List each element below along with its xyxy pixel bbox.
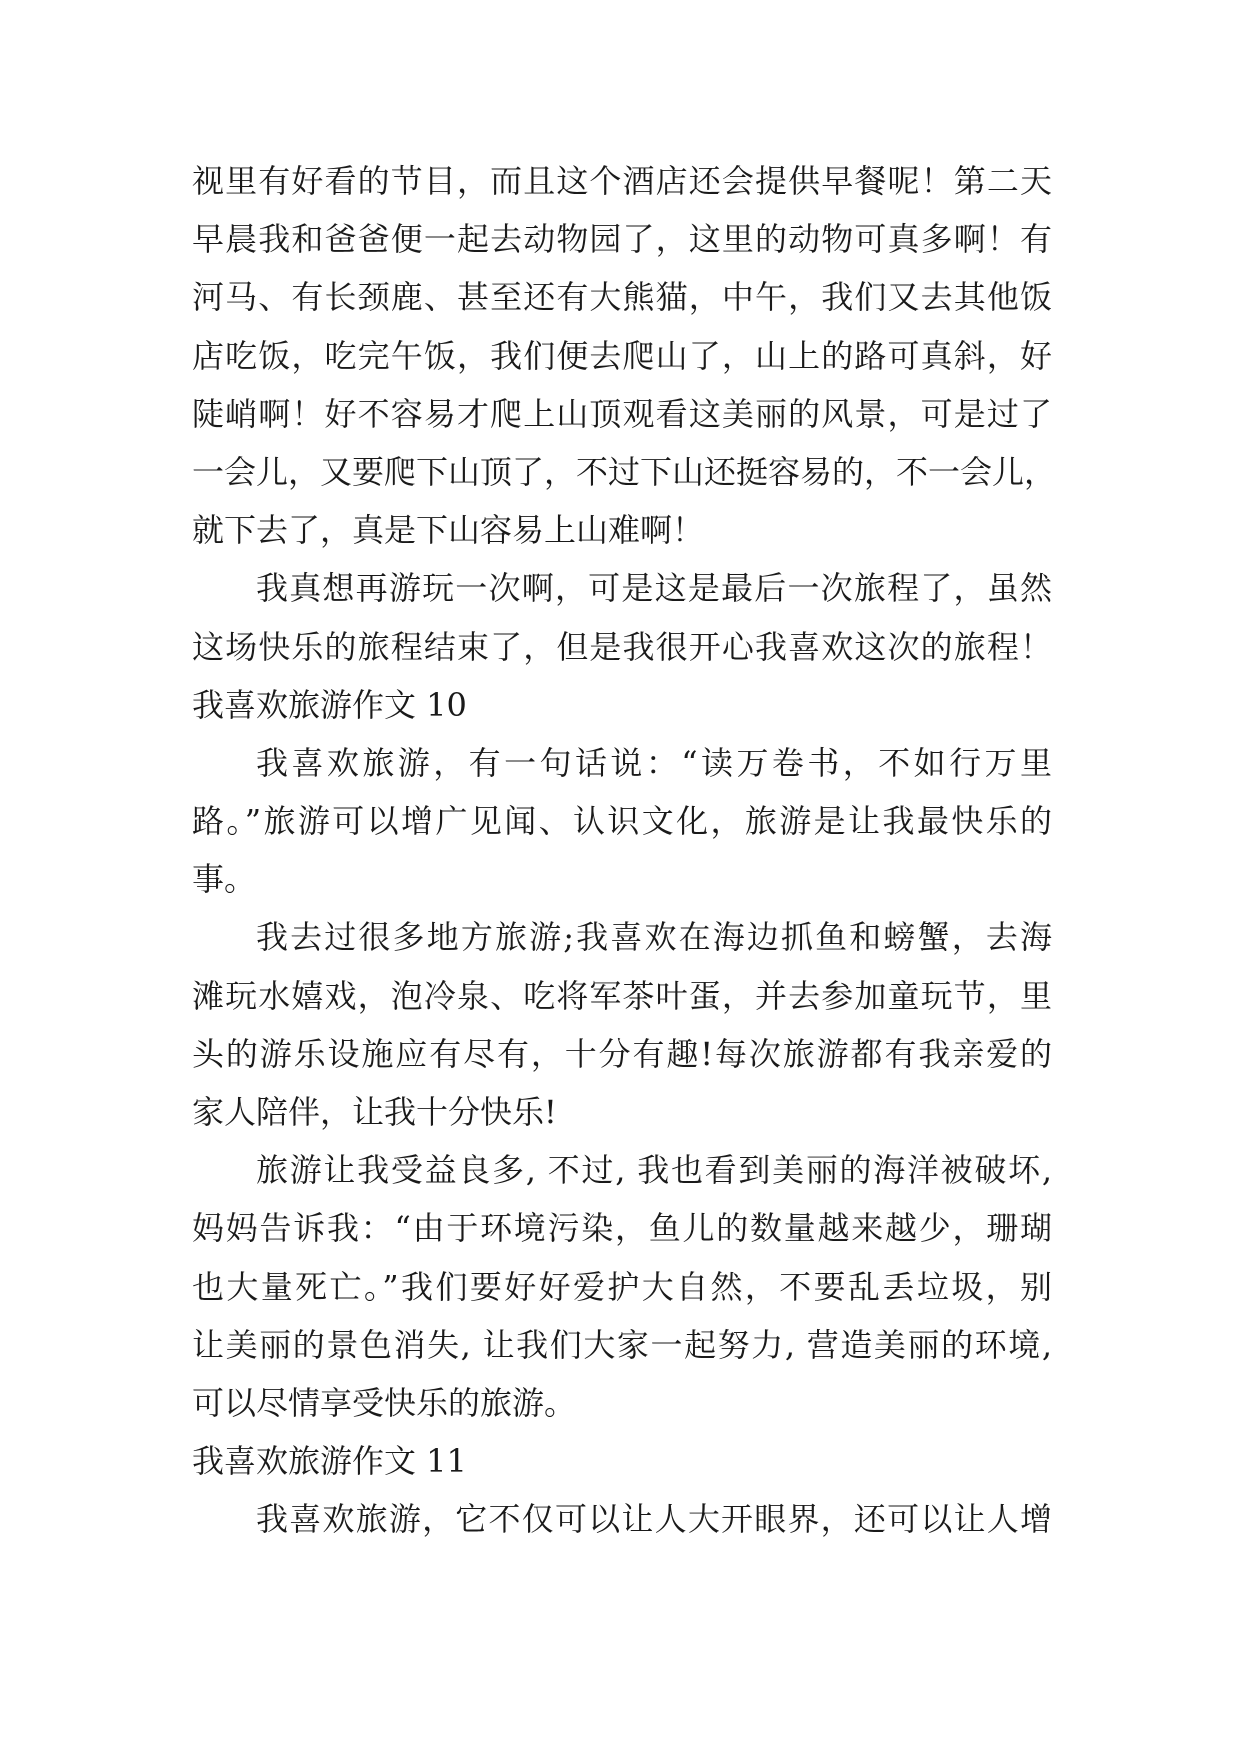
- paragraph-line: 让美丽的景色消失, 让我们大家一起努力, 营造美丽的环境,: [192, 1325, 1052, 1364]
- paragraph-line: 这场快乐的旅程结束了，但是我很开心我喜欢这次的旅程！: [192, 627, 1052, 666]
- paragraph-line: 头的游乐设施应有尽有，十分有趣!每次旅游都有我亲爱的: [192, 1034, 1052, 1073]
- paragraph-line: 也大量死亡。”我们要好好爱护大自然，不要乱丢垃圾，别: [192, 1267, 1052, 1306]
- paragraph-line: 我去过很多地方旅游;我喜欢在海边抓鱼和螃蟹，去海: [256, 918, 1052, 957]
- paragraph-line: 旅游让我受益良多, 不过, 我也看到美丽的海洋被破坏,: [256, 1151, 1052, 1190]
- paragraph-line: 家人陪伴，让我十分快乐!: [192, 1093, 557, 1131]
- paragraph-line: 我喜欢旅游，有一句话说：“读万卷书，不如行万里: [256, 743, 1052, 782]
- paragraph-line: 可以尽情享受快乐的旅游。: [192, 1383, 577, 1422]
- paragraph-line: 早晨我和爸爸便一起去动物园了，这里的动物可真多啊！有: [192, 220, 1052, 259]
- paragraph-line: 陡峭啊！好不容易才爬上山顶观看这美丽的风景，可是过了: [192, 394, 1052, 433]
- document-body: [192, 152, 1057, 1549]
- paragraph-line: 视里有好看的节目，而且这个酒店还会提供早餐呢！第二天: [192, 162, 1052, 200]
- paragraph-line: 我真想再游玩一次啊，可是这是最后一次旅程了，虽然: [256, 569, 1052, 608]
- paragraph-line: 一会儿，又要爬下山顶了，不过下山还挺容易的，不一会儿，: [192, 452, 1057, 491]
- paragraph-line: 就下去了，真是下山容易上山难啊！: [192, 511, 705, 550]
- paragraph-line: 河马、有长颈鹿、甚至还有大熊猫，中午，我们又去其他饭: [192, 278, 1052, 317]
- section-heading: 我喜欢旅游作文 10: [192, 685, 467, 724]
- paragraph-line: 妈妈告诉我：“由于环境污染，鱼儿的数量越来越少，珊瑚: [192, 1209, 1052, 1248]
- paragraph-line: 滩玩水嬉戏，泡冷泉、吃将军茶叶蛋，并去参加童玩节，里: [192, 976, 1052, 1015]
- paragraph-line: 我喜欢旅游，它不仅可以让人大开眼界，还可以让人增: [256, 1500, 1052, 1539]
- section-heading: 我喜欢旅游作文 11: [192, 1442, 467, 1481]
- paragraph-line: 店吃饭，吃完午饭，我们便去爬山了，山上的路可真斜，好: [192, 336, 1052, 375]
- paragraph-line: 路。”旅游可以增广见闻、认识文化，旅游是让我最快乐的: [192, 802, 1052, 841]
- paragraph-line: 事。: [192, 860, 257, 899]
